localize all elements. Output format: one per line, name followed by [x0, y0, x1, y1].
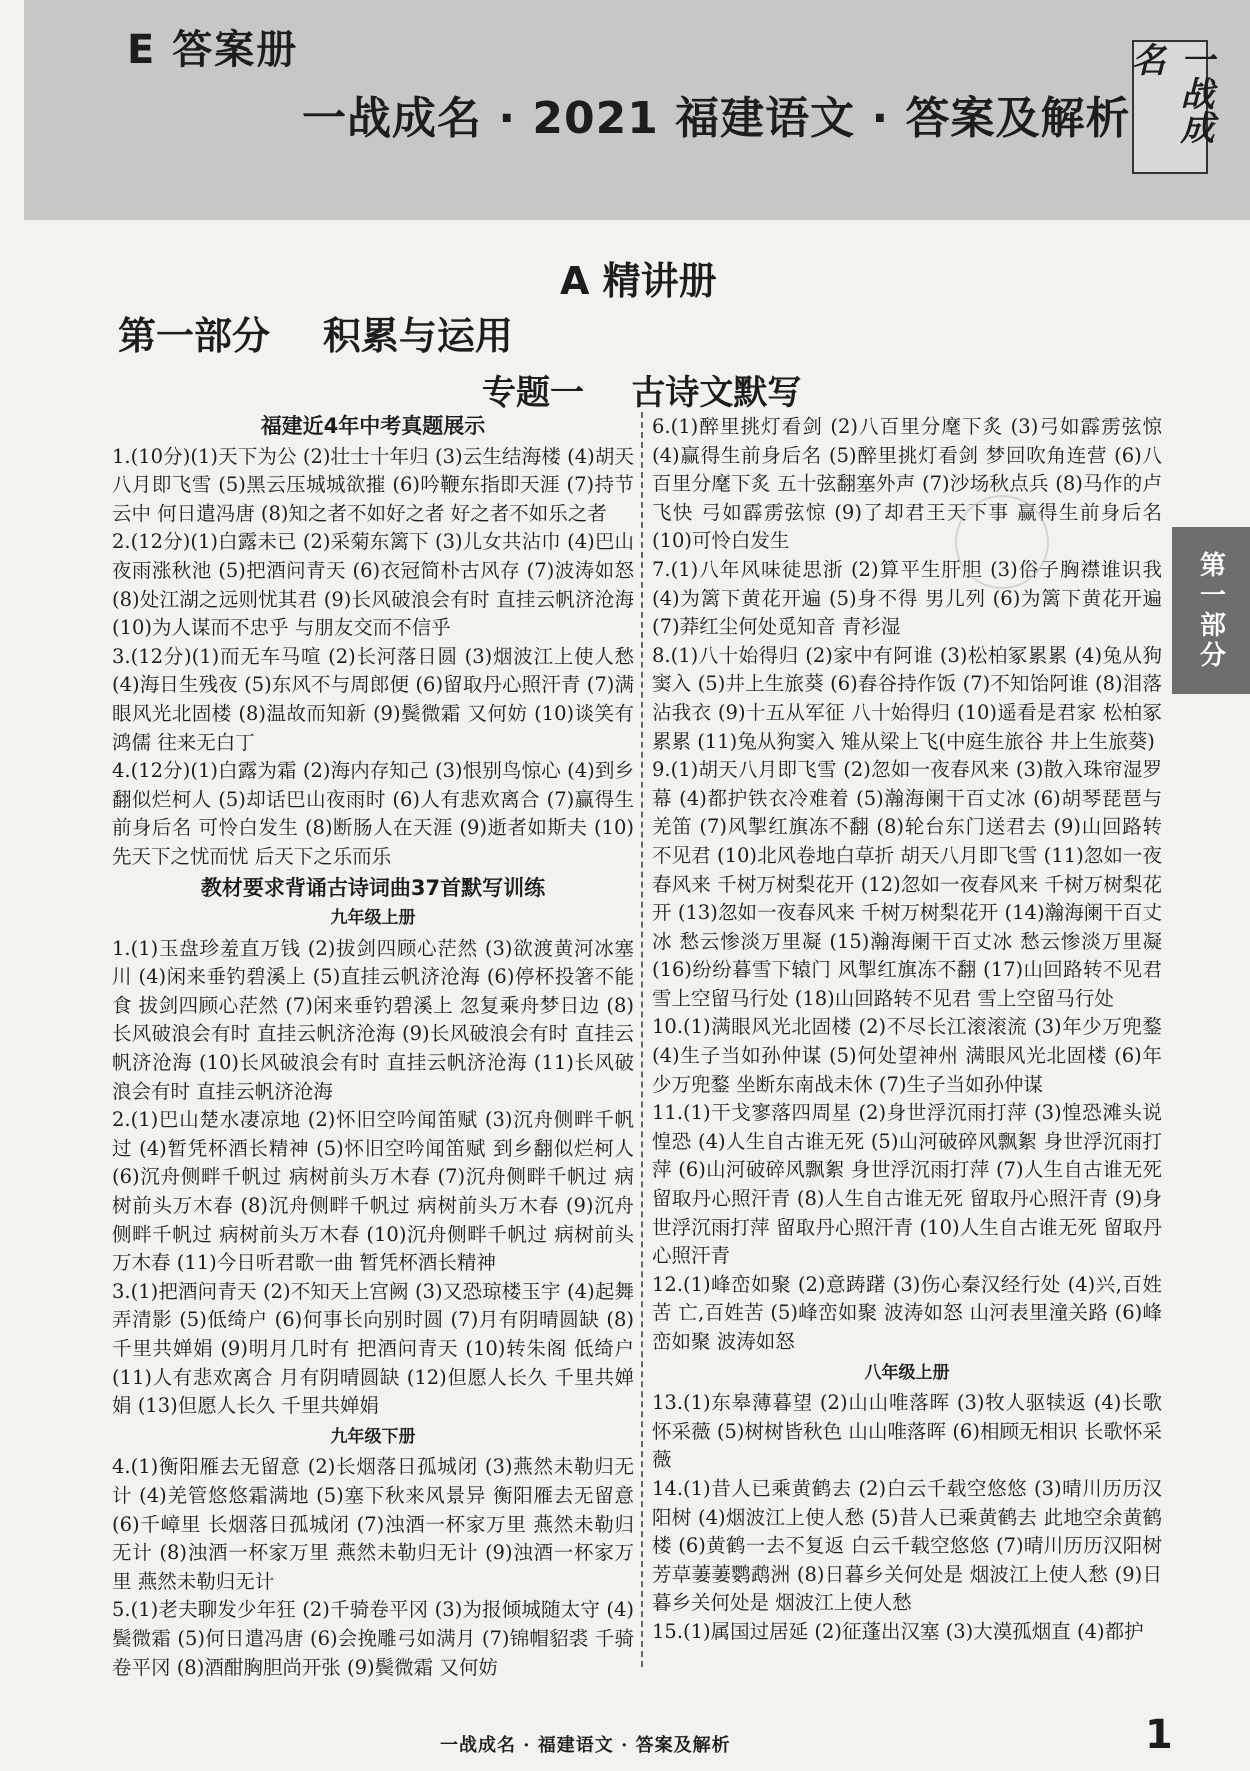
page-header — [24, 0, 1250, 220]
side-tab-label: 第一部分 — [1195, 550, 1226, 671]
answer-item: 5.(1)老夫聊发少年狂 (2)千骑卷平冈 (3)为报倾城随太守 (4)鬓微霜 (5)何日遣冯唐 (6)会挽雕弓如满月 (7)锦帽貂裘 千骑卷平冈 (8)酒酣胸胆尚开张 (9)鬓微霜 又何妨 — [112, 1598, 634, 1679]
answer-item: 9.(1)胡天八月即飞雪 (2)忽如一夜春风来 (3)散入珠帘湿罗幕 (4)都护铁衣冷难着 (5)瀚海阑干百丈冰 (6)胡琴琵琶与羌笛 (7)风掣红旗冻不翻 (8)轮台东门送君去 (9)山回路转不见君 (10)北风卷地白草折 胡天八月即飞雪 (11)忽如一夜春风来 千树万树梨花开 (12)忽如一夜春风来 千树万树梨花开 (13)忽如一夜春风来 千树万树梨花开 (14)瀚海阑干百丈冰 愁云惨淡万里凝 (15)瀚海阑干百丈冰 愁云惨淡万里凝 (16)纷纷暮雪下辕门 风掣红旗冻不翻 (17)山回路转不见君 雪上空留马行处 (18)山回路转不见君 雪上空留马行处 — [652, 758, 1162, 1010]
answer-item: 4.(1)衡阳雁去无留意 (2)长烟落日孤城闭 (3)燕然未勒归无计 (4)羌管悠悠霜满地 (5)塞下秋来风景异 衡阳雁去无留意 (6)千嶂里 长烟落日孤城闭 (7)浊酒一杯家万里 燕然未勒归无计 (8)浊酒一杯家万里 燕然未勒归无计 (9)浊酒一杯家万里 燕然未勒归无计 — [112, 1455, 634, 1593]
part-title: 第一部分 积累与运用 — [118, 314, 513, 358]
section-heading: 福建近4年中考真题展示 — [260, 414, 486, 438]
right-column — [652, 413, 1162, 1647]
page-footer: 一战成名 · 福建语文 · 答案及解析 — [440, 1735, 731, 1756]
answer-item: 4.(12分)(1)白露为霜 (2)海内存知己 (3)恨别鸟惊心 (4)到乡翻似烂柯人 (5)却话巴山夜雨时 (6)人有悲欢离合 (7)赢得生前身后名 可怜白发生 (8)断肠人在天涯 (9)逝者如斯夫 (10)先天下之忧而忧 后天下之乐而乐 — [112, 759, 634, 868]
grade-heading: 九年级下册 — [330, 1426, 416, 1447]
series-label: E 答案册 — [127, 27, 299, 73]
answer-item: 3.(12分)(1)而无车马喧 (2)长河落日圆 (3)烟波江上使人愁 (4)海日生残夜 (5)东风不与周郎便 (6)留取丹心照汗青 (7)满眼风光北固楼 (8)温故而知新 (9)鬓微霜 又何妨 (10)谈笑有鸿儒 往来无白丁 — [112, 644, 634, 754]
answer-item: 3.(1)把酒问青天 (2)不知天上宫阙 (3)又恐琼楼玉宇 (4)起舞弄清影 (5)低绮户 (6)何事长向别时圆 (7)月有阴晴圆缺 (8)千里共婵娟 (9)明月几时有 把酒问青天 (10)转朱阁 低绮户 (11)人有悲欢离合 月有阴晴圆缺 (12)但愿人长久 千里共婵娟 (13)但愿人长久 千里共婵娟 — [112, 1279, 634, 1418]
topic-title: 专题一 古诗文默写 — [482, 373, 802, 413]
answer-item: 2.(12分)(1)白露未已 (2)采菊东篱下 (3)儿女共沾巾 (4)巴山夜雨涨秋池 (5)把酒问青天 (6)衣冠简朴古风存 (7)波涛如怒 (8)处江湖之远则忧其君 (9)长风破浪会有时 直挂云帆济沧海 (10)为人谋而不忠乎 与朋友交而不信乎 — [112, 530, 634, 640]
brand-logo — [1125, 40, 1214, 174]
section-side-tab — [1172, 527, 1250, 694]
answer-item: 2.(1)巴山楚水凄凉地 (2)怀旧空吟闻笛赋 (3)沉舟侧畔千帆过 (4)暂凭杯酒长精神 (5)怀旧空吟闻笛赋 到乡翻似烂柯人 (6)沉舟侧畔千帆过 病树前头万木春 (7)沉舟侧畔千帆过 病树前头万木春 (8)沉舟侧畔千帆过 病树前头万木春 (9)沉舟侧畔千帆过 病树前头万木春 (10)沉舟侧畔千帆过 病树前头万木春 (11)今日听君歌一曲 暂凭杯酒长精神 — [112, 1108, 634, 1275]
left-column — [112, 410, 634, 1682]
answer-item: 11.(1)干戈寥落四周星 (2)身世浮沉雨打萍 (3)惶恐滩头说惶恐 (4)人生自古谁无死 (5)山河破碎风飘絮 身世浮沉雨打萍 (6)山河破碎风飘絮 身世浮沉雨打萍 (7)人生自古谁无死 留取丹心照汗青 (8)人生自古谁无死 留取丹心照汗青 (9)身世浮沉雨打萍 留取丹心照汗青 (10)人生自古谁无死 留取丹心照汗青 — [652, 1101, 1162, 1268]
answer-item: 1.(10分)(1)天下为公 (2)壮士十年归 (3)云生结海楼 (4)胡天八月即飞雪 (5)黑云压城城欲摧 (6)吟鞭东指即天涯 (7)持节云中 何日遣冯唐 (8)知之者不如好之者 好之者不如乐之者 — [112, 444, 634, 525]
answer-item: 12.(1)峰峦如聚 (2)意踌躇 (3)伤心秦汉经行处 (4)兴,百姓苦 亡,百姓苦 (5)峰峦如聚 波涛如怒 山河表里潼关路 (6)峰峦如聚 波涛如怒 — [652, 1272, 1162, 1353]
watermark-stamp — [955, 495, 1049, 589]
answer-item: 8.(1)八十始得归 (2)家中有阿谁 (3)松柏冢累累 (4)兔从狗窦入 (5)井上生旅葵 (6)舂谷持作饭 (7)不知饴阿谁 (8)泪落沾我衣 (9)十五从军征 八十始得归 (10)遥看是君家 松柏冢累累 (11)兔从狗窦入 雉从梁上飞(中庭生旅谷 井上生旅葵) — [652, 643, 1162, 753]
grade-heading: 八年级上册 — [864, 1362, 950, 1383]
volume-title: A 精讲册 — [560, 259, 717, 303]
section-heading: 教材要求背诵古诗词曲37首默写训练 — [200, 875, 546, 900]
answer-item: 10.(1)满眼风光北固楼 (2)不尽长江滚滚流 (3)年少万兜鍪 (4)生子当如孙仲谋 (5)何处望神州 满眼风光北固楼 (6)年少万兜鍪 坐断东南战未休 (7)生子当如孙仲谋 — [652, 1015, 1162, 1096]
grade-heading: 九年级上册 — [330, 908, 416, 929]
answer-item: 14.(1)昔人已乘黄鹤去 (2)白云千载空悠悠 (3)晴川历历汉阳树 (4)烟波江上使人愁 (5)昔人已乘黄鹤去 此地空余黄鹤楼 (6)黄鹤一去不复返 白云千载空悠悠 (7)晴川历历汉阳树 芳草萋萋鹦鹉洲 (8)日暮乡关何处是 烟波江上使人愁 (9)日暮乡关何处是 烟波江上使人愁 — [652, 1476, 1162, 1615]
answer-item: 13.(1)东皋薄暮望 (2)山山唯落晖 (3)牧人驱犊返 (4)长歌怀采薇 (5)树树皆秋色 山山唯落晖 (6)相顾无相识 长歌怀采薇 — [652, 1391, 1162, 1472]
brand-logo-text: 一战成名 — [1125, 42, 1214, 144]
answer-item: 7.(1)八年风味徒思浙 (2)算平生肝胆 (3)俗子胸襟谁识我 (4)为篱下黄花开遍 (5)身不得 男儿列 (6)为篱下黄花开遍 (7)莽红尘何处觅知音 青衫湿 — [652, 557, 1162, 639]
column-divider — [641, 412, 643, 1667]
page-number: 1 — [1145, 1712, 1173, 1758]
answer-item: 15.(1)属国过居延 (2)征蓬出汉塞 (3)大漠孤烟直 (4)都护 — [652, 1619, 1144, 1643]
answer-item: 6.(1)醉里挑灯看剑 (2)八百里分麾下炙 (3)弓如霹雳弦惊 (4)赢得生前身后名 (5)醉里挑灯看剑 梦回吹角连营 (6)八百里分麾下炙 五十弦翻塞外声 (7)沙场秋点兵 (8)马作的卢飞快 弓如霹雳弦惊 (9)了却君王天下事 赢得生前身后名 (10)可怜白发生 — [652, 415, 1162, 553]
answer-item: 1.(1)玉盘珍羞直万钱 (2)拔剑四顾心茫然 (3)欲渡黄河冰塞川 (4)闲来垂钓碧溪上 (5)直挂云帆济沧海 (6)停杯投箸不能食 拔剑四顾心茫然 (7)闲来垂钓碧溪上 忽复乘舟梦日边 (8)长风破浪会有时 直挂云帆济沧海 (9)长风破浪会有时 直挂云帆济沧海 (10)长风破浪会有时 直挂云帆济沧海 (11)长风破浪会有时 直挂云帆济沧海 — [112, 936, 634, 1103]
main-title: 一战成名 · 2021 福建语文 · 答案及解析 — [302, 93, 1131, 144]
